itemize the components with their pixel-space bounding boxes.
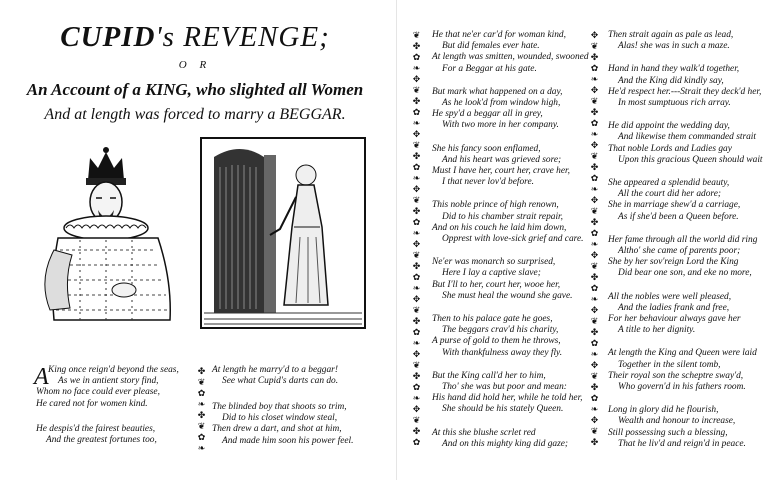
- verse-line: Ne'er was monarch so surprised,: [432, 257, 556, 268]
- subtitle-beggar: And at length was forced to marry a BEGGAR.: [44, 106, 346, 123]
- stanza: [608, 292, 763, 337]
- verse-line: He that ne'er car'd for woman kind,: [432, 30, 566, 40]
- page-divider: [396, 0, 397, 480]
- verse-line: As he look'd from window high,: [442, 98, 561, 109]
- verse-line: Here I lay a captive slave;: [442, 268, 541, 279]
- verse-line: Then to his palace gate he goes,: [432, 314, 553, 325]
- verse-line: But mark what happened on a day,: [432, 86, 563, 97]
- verse-line: Together in the silent tomb,: [618, 359, 721, 370]
- verse-line: All the court did her adore;: [618, 189, 722, 200]
- verse-line: Did to his closet window steal,: [222, 413, 338, 424]
- or-separator: O R: [178, 59, 212, 71]
- verse-line: Who govern'd in his fathers room.: [618, 382, 746, 393]
- verse-line: As if she'd been a Queen before.: [618, 211, 739, 222]
- ornament-column: ❦ ✤ ✿ ❧ ✥ ❦ ✤ ✿ ❧ ✥ ❦ ✤ ✿ ❧ ✥ ❦ ✤ ✿ ❧ ✥ ❦ ✤ ✿ ❧ ✥ ❦ ✤ ✿ ❧ ✥ ❦ ✤ ✿ ❧ ✥ ❦ ✤ ✿: [412, 30, 421, 447]
- verse-line: He spy'd a beggar all in grey,: [432, 109, 543, 120]
- verse-line: He despis'd the fairest beauties,: [36, 424, 156, 434]
- stanza: [432, 371, 589, 416]
- verse-line: Still possessing such a blessing,: [608, 427, 728, 438]
- verse-line: The blinded boy that shoots so trim,: [212, 402, 347, 412]
- verse-line: With thankfulness away they fly.: [442, 347, 563, 358]
- verse-line: She should be his stately Queen.: [442, 404, 564, 415]
- stanza-left-2: [36, 424, 157, 446]
- verse-line: And the greatest fortunes too,: [46, 435, 157, 446]
- verse-line: He did appoint the wedding day,: [608, 121, 730, 132]
- verse-line: He'd respect her.---Strait they deck'd her,: [608, 86, 762, 97]
- verse-line: Did to his chamber strait repair,: [442, 211, 564, 222]
- verse-line: But I'll to her, court her, wooe her,: [432, 279, 561, 290]
- verse-line: With two more in her company.: [442, 120, 559, 131]
- verse-line: Wealth and honour to increase,: [618, 416, 736, 427]
- verse-line: At length was smitten, wounded, swooned: [432, 52, 589, 63]
- stanza-left-1: [36, 365, 179, 410]
- verse-line: Tho' she was but poor and mean:: [442, 382, 567, 393]
- verse-line: King once reign'd beyond the seas,: [48, 365, 179, 375]
- stanza: [432, 257, 589, 302]
- verse-line: But did females ever hate.: [442, 41, 540, 52]
- drop-cap: A: [34, 364, 49, 390]
- verse-line: His hand did hold her, while he told her,: [432, 393, 583, 404]
- page-title: CUPID's REVENGE;: [60, 21, 330, 53]
- stanza: [432, 428, 589, 450]
- verse-line: She by her sov'reign Lord the King: [608, 257, 739, 268]
- verse-line: And likewise them commanded strait: [618, 132, 756, 143]
- verse-line: Upon this gracious Queen should wait: [618, 154, 763, 165]
- verse-line: And made him soon his power feel.: [222, 435, 354, 446]
- verse-line: For her behaviour always gave her: [608, 314, 741, 325]
- stanza: [432, 200, 589, 245]
- verse-line: At length the King and Queen were laid: [608, 348, 757, 359]
- verse-line: He cared not for women kind.: [36, 398, 148, 409]
- verse-line: Alas! she was in such a maze.: [618, 41, 730, 52]
- stanza: [608, 348, 763, 393]
- verse-line: She his fancy soon enflamed,: [432, 143, 541, 154]
- verse-line: The beggars crav'd his charity,: [442, 325, 559, 336]
- verse-line: Must I have her, court her, crave her,: [432, 166, 570, 177]
- stanza: [608, 178, 763, 223]
- beggar-woodcut: [200, 137, 366, 329]
- verse-line: For a Beggar at his gate.: [442, 63, 537, 74]
- ornament-column: ✥ ❦ ✤ ✿ ❧ ✥ ❦ ✤ ✿ ❧ ✥ ❦ ✤ ✿ ❧ ✥ ❦ ✤ ✿ ❧ ✥ ❦ ✤ ✿ ❧ ✥ ❦ ✤ ✿ ❧ ✥ ❦ ✤ ✿ ❧ ✥ ❦ ✤: [590, 30, 599, 447]
- verse-line: In most sumptuous rich array.: [618, 98, 731, 109]
- verse-line: Altho' she came of parents poor;: [618, 246, 741, 257]
- verse-line: And on this mighty king did gaze;: [442, 438, 569, 449]
- verse-line: At this she blushe scrlet red: [432, 427, 536, 438]
- verse-line: Then drew a dart, and shot at him,: [212, 424, 342, 435]
- verse-line: Long in glory did he flourish,: [608, 405, 719, 416]
- stanza: [432, 314, 589, 359]
- stanza: [432, 144, 589, 189]
- verse-line: See what Cupid's darts can do.: [222, 376, 339, 387]
- verse-line: At length he marry'd to a beggar!: [212, 365, 338, 375]
- verse-line: I that never lov'd before.: [442, 177, 534, 188]
- verse-line: That noble Lords and Ladies gay: [608, 143, 732, 154]
- stanza: [608, 405, 763, 450]
- verse-column-2: [608, 30, 763, 450]
- stanza-mid-2: [212, 402, 354, 447]
- verse-line: Did bear one son, and eke no more,: [618, 268, 752, 279]
- verse-line: Whom no face could ever please,: [36, 387, 160, 398]
- verse-line: And the King did kindly say,: [618, 75, 724, 86]
- verse-line: Their royal son the scheptre sway'd,: [608, 370, 744, 381]
- ornament-column: ✤ ❦ ✿ ❧ ✤ ❦ ✿ ❧: [197, 366, 206, 452]
- verse-line: She must heal the wound she gave.: [442, 290, 573, 301]
- verse-line: Then strait again as pale as lead,: [608, 30, 734, 40]
- stanza: [432, 30, 589, 75]
- stanza-mid-1: [212, 365, 338, 387]
- verse-line: But the King call'd her to him,: [432, 370, 546, 381]
- stanza: [432, 87, 589, 132]
- verse-line: As we in antient story find,: [58, 376, 159, 387]
- verse-column-1: [432, 30, 589, 450]
- verse-line: Her fame through all the world did ring: [608, 234, 758, 245]
- verse-line: A purse of gold to them he throws,: [432, 336, 561, 347]
- stanza: [608, 121, 763, 166]
- verse-line: That he liv'd and reign'd in peace.: [618, 438, 746, 449]
- subtitle-king: An Account of a KING, who slighted all Women: [26, 80, 364, 99]
- verse-line: She appeared a splendid beauty,: [608, 178, 730, 189]
- verse-line: A title to her dignity.: [618, 325, 696, 336]
- king-woodcut: [20, 140, 192, 325]
- verse-line: And his heart was grieved sore;: [442, 154, 562, 165]
- stanza: [608, 30, 763, 52]
- verse-line: This noble prince of high renown,: [432, 200, 559, 211]
- verse-line: Hand in hand they walk'd together,: [608, 64, 740, 75]
- verse-line: Opprest with love-sick grief and care.: [442, 234, 584, 245]
- verse-line: All the nobles were well pleased,: [608, 291, 732, 302]
- verse-line: And on his couch he laid him down,: [432, 222, 567, 233]
- verse-line: She in marriage shew'd a carriage,: [608, 200, 741, 211]
- verse-line: And the ladies frank and free,: [618, 302, 730, 313]
- stanza: [608, 64, 763, 109]
- stanza: [608, 235, 763, 280]
